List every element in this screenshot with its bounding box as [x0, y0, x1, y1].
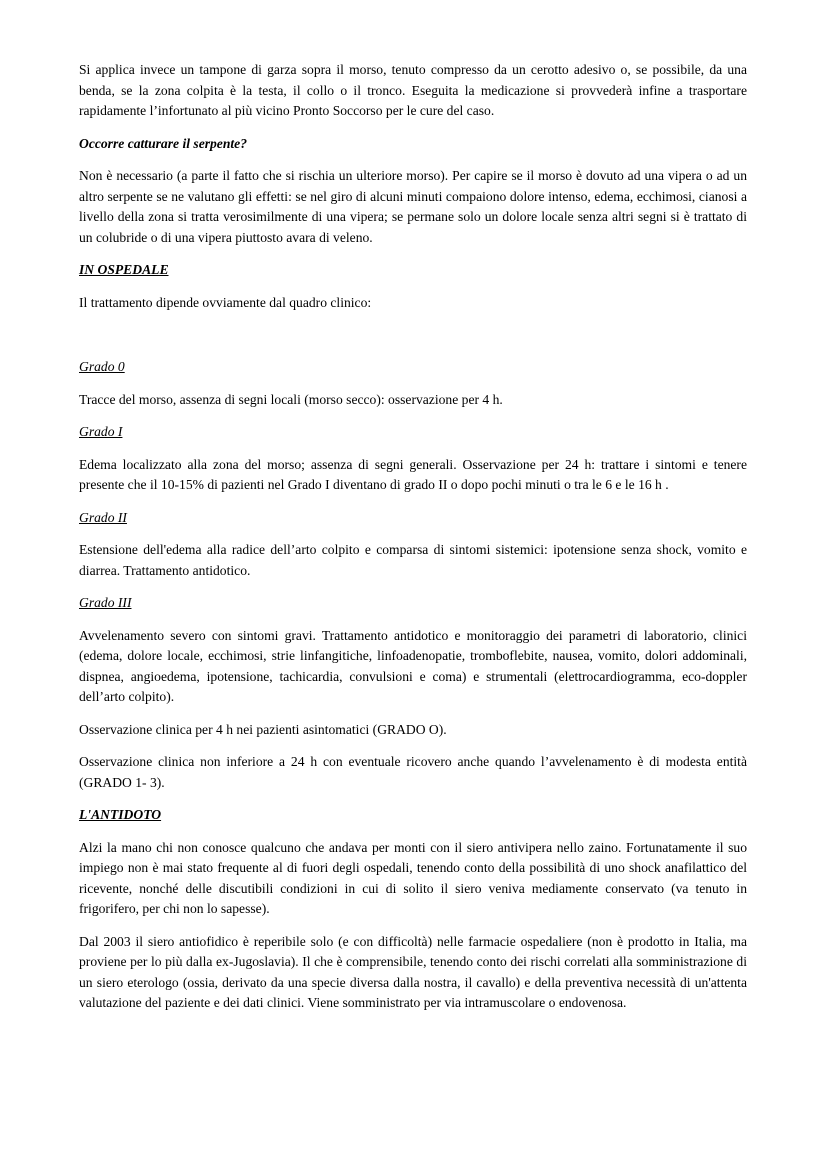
paragraph-antidote-availability: Dal 2003 il siero antiofidico è reperibile solo (e con difficoltà) nelle farmacie ospedaliere (non è prodotto in Italia, ma proviene per lo più dalla ex-Jugoslavia). Il che è comprensibile, tenendo conto dei rischi correlati alla somministrazione di un siero eterologo (ossia, derivato da una specie diversa dalla nostra, il cavallo) e della preventiva necessità di un'attenta valutazione del paziente e dei dati clinici. Viene somministrato per via intramuscolare o endovenosa.	[79, 933, 747, 1010]
grade-2-title: Grado II	[79, 509, 127, 525]
grade-0-title: Grado 0	[79, 359, 125, 374]
grade-0-text: Tracce del morso, assenza di segni locali (morso secco): osservazione per 4 h.	[79, 391, 503, 407]
question-heading: Occorre catturare il serpente?	[79, 135, 248, 151]
grade-2-text: Estensione dell'edema alla radice dell’arto colpito e comparsa di sintomi sistemici: ipotensione senza shock, vomito e diarrea. Trattamento antidotico.	[79, 542, 747, 578]
paragraph-first-aid: Si applica invece un tampone di garza sopra il morso, tenuto compresso da un cerotto adesivo o, se possibile, da una benda, se la zona colpita è la testa, il collo o il tronco. Eseguita la medicazione si provvederà infine a trasportare rapidamente l’infortunato al più vicino Pronto Soccorso per le cure del caso.	[79, 62, 747, 118]
grade-1-text: Edema localizzato alla zona del morso; assenza di segni generali. Osservazione per 24 h: trattare i sintomi e tenere presente che il 10-15% di pazienti nel Grado I diventano di grado II o dopo pochi minuti o tra le 6 e le 16 h .	[79, 456, 747, 492]
grade-3-title: Grado III	[79, 595, 132, 610]
paragraph-snake-identification: Non è necessario (a parte il fatto che si rischia un ulteriore morso). Per capire se il morso è dovuto ad una vipera o ad un altro serpente se ne valutano gli effetti: se nel giro di alcuni minuti compaiono dolore intenso, edema, ecchimosi, cianosi a livello della zona si tratta verosimilmente di una vipera; se permane solo un dolore locale senza altri segni si è trattato di un colubride o di una vipera piuttosto avara di veleno.	[79, 168, 747, 245]
section-heading-antidote: L'ANTIDOTO	[79, 807, 162, 822]
paragraph-antidote-history: Alzi la mano chi non conosce qualcuno che andava per monti con il siero antivipera nello zaino. Fortunatamente il suo impiego non è mai stato frequente al di fuori degli ospedali, tenendo conto della possibilità di uno shock anafilattico del ricevente, nonché delle discutibili condizioni in cui di solito il siero veniva mediamente conservato (va tenuto in frigorifero, per chi non lo sapesse).	[79, 839, 747, 916]
observation-extended: Osservazione clinica non inferiore a 24 h con eventuale ricovero anche quando l’avvelenamento è di modesta entità (GRADO 1- 3).	[79, 754, 747, 790]
grade-3-text: Avvelenamento severo con sintomi gravi. Trattamento antidotico e monitoraggio dei parametri di laboratorio, clinici (edema, dolore locale, ecchimosi, strie linfangitiche, linfoadenopatie, tromboflebite, nausea, vomito, dolori addominali, dispnea, angioedema, ipotensione, tachicardia, convulsioni e coma) e strumentali (elettrocardiogramma, eco-doppler dell’arto colpito).	[79, 627, 747, 704]
blank-space	[79, 325, 747, 357]
grade-1-title: Grado I	[79, 424, 123, 439]
section-heading-hospital: IN OSPEDALE	[79, 262, 169, 277]
observation-asymptomatic: Osservazione clinica per 4 h nei pazienti asintomatici (GRADO O).	[79, 721, 447, 737]
document-page	[79, 60, 747, 1026]
paragraph-treatment-intro: Il trattamento dipende ovviamente dal quadro clinico:	[79, 294, 372, 310]
